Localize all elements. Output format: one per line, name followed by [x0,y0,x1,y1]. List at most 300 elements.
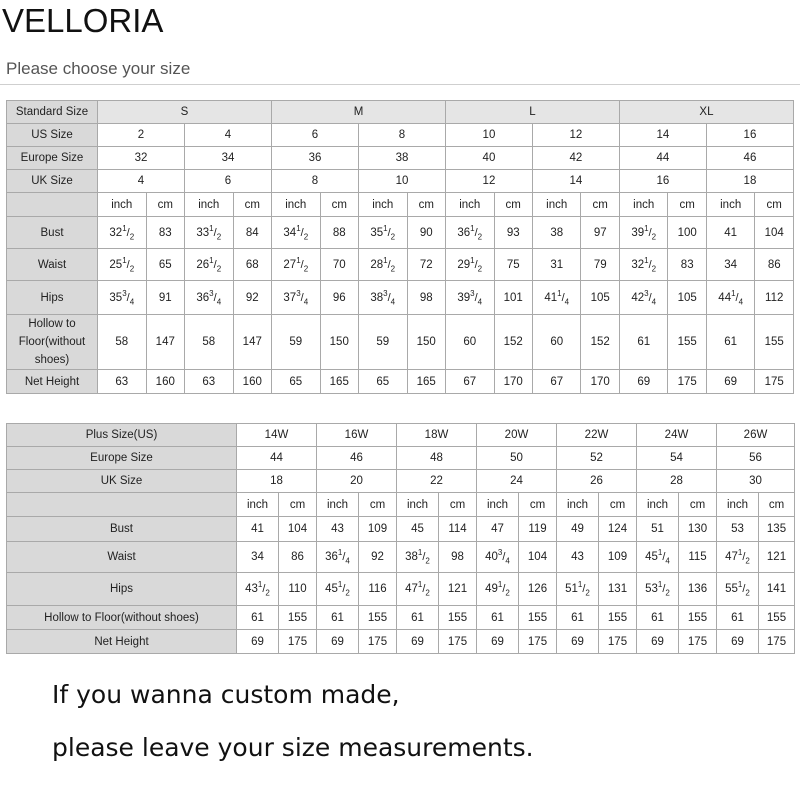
cm-value: 165 [320,370,358,394]
inch-value [557,573,599,606]
inch-value [637,630,679,654]
measurement-row [7,573,795,606]
denominator: 4 [303,296,309,306]
numerator: 3 [296,288,301,298]
numerator: 1 [731,288,736,298]
size-value: 44 [619,147,706,170]
numerator: 1 [337,580,343,590]
cm-value: 90 [407,217,445,249]
inch-value [237,542,279,573]
denominator: 2 [745,556,750,566]
cm-value: 100 [668,217,706,249]
inch-value [532,315,581,370]
inch-fraction [724,227,737,239]
uk-size-row [7,470,795,493]
inch-value [619,281,668,315]
numerator: 3 [644,288,649,298]
fraction-slash: / [648,291,652,304]
cm-value: 121 [759,542,795,573]
whole-number: 35 [109,291,123,304]
row-label: Hollow to Floor(without shoes) [7,606,237,630]
inch-fraction [325,548,350,566]
inch-fraction [718,288,744,306]
inch-value [397,573,439,606]
cm-value: 170 [494,370,532,394]
inch-value [717,630,759,654]
inch-fraction [724,336,737,348]
measurement-row [7,517,795,542]
inch-value [619,370,668,394]
inch-value [706,315,755,370]
denominator: 2 [651,231,657,241]
row-label: Hips [7,573,237,606]
whole-number: 35 [370,226,384,239]
whole-number: 29 [457,258,471,271]
whole-number: 38 [405,551,418,563]
inch-fraction [645,580,670,598]
whole-number: 34 [724,258,738,271]
unit-cm: cm [759,493,795,517]
inch-fraction [251,612,264,624]
row-label: Europe Size [7,447,237,470]
unit-inch: inch [237,493,279,517]
fraction-slash: / [502,583,506,595]
size-value: 34 [184,147,271,170]
numerator: 1 [737,580,743,590]
numerator: 1 [383,223,388,233]
denominator: 4 [665,556,670,566]
whole-number: 67 [463,375,477,388]
denominator: 2 [477,231,483,241]
size-value: 2 [98,124,185,147]
fraction-slash: / [582,583,586,595]
denominator: 4 [477,296,483,306]
cm-value: 150 [320,315,358,370]
size-value: 24 [477,470,557,493]
fraction-slash: / [213,258,217,271]
row-label: Net Height [7,370,98,394]
inch-fraction [289,336,302,348]
inch-value [272,281,321,315]
row-label: UK Size [7,170,98,193]
unit-inch: inch [272,193,321,217]
denominator: 4 [390,296,396,306]
inch-fraction [370,255,396,273]
fraction-slash: / [387,291,391,304]
denominator: 2 [745,588,750,598]
denominator: 4 [651,296,657,306]
numerator: 3 [209,288,214,298]
fraction-slash: / [662,583,666,595]
numerator: 3 [122,288,127,298]
inch-value [237,573,279,606]
inch-fraction [485,580,510,598]
denominator: 2 [665,588,670,598]
inch-value [717,517,759,542]
cm-value: 150 [407,315,445,370]
size-value: 12 [532,124,619,147]
page-subtitle: Please choose your size [6,59,191,78]
cm-value: 109 [359,517,397,542]
fraction-slash: / [648,258,652,271]
whole-number: 32 [109,226,123,239]
custom-made-note: If you wanna custom made, [52,680,400,709]
numerator: 1 [657,548,663,558]
inch-fraction [251,551,264,563]
size-value: 30 [717,470,795,493]
inch-value [445,315,494,370]
measurement-row [7,370,794,394]
size-group-header: M [272,101,446,124]
inch-value [619,315,668,370]
denominator: 2 [216,263,222,273]
unit-cm: cm [439,493,477,517]
fraction-slash: / [342,551,346,563]
cm-value: 170 [581,370,619,394]
unit-inch: inch [317,493,359,517]
denominator: 4 [216,296,222,306]
inch-value [272,370,321,394]
row-label: Waist [7,542,237,573]
cm-value: 97 [581,217,619,249]
cm-value: 112 [755,281,794,315]
cm-value: 91 [146,281,184,315]
whole-number: 69 [331,635,344,648]
whole-number: 69 [651,635,664,648]
whole-number: 47 [725,551,738,563]
inch-fraction [405,580,430,598]
inch-fraction [724,376,737,388]
denominator: 4 [738,296,744,306]
fraction-slash: / [213,291,217,304]
standard-size-table [6,100,794,394]
whole-number: 58 [115,336,129,348]
row-label: Hips [7,281,98,315]
inch-fraction [457,255,483,273]
cm-value: 96 [320,281,358,315]
numerator: 1 [122,223,127,233]
denominator: 2 [505,588,510,598]
cm-value: 114 [439,517,477,542]
fraction-slash: / [387,226,391,239]
whole-number: 49 [571,523,584,535]
fraction-slash: / [422,583,426,595]
inch-fraction [550,259,563,271]
whole-number: 53 [645,583,658,595]
size-value: 4 [98,170,185,193]
inch-fraction [724,259,737,271]
fraction-slash: / [126,226,130,239]
measurement-row [7,542,795,573]
whole-number: 28 [370,258,384,271]
numerator: 1 [470,255,475,265]
numerator: 1 [737,548,743,558]
inch-fraction [637,376,650,388]
row-label: Plus Size(US) [7,424,237,447]
inch-value [317,573,359,606]
whole-number: 61 [571,611,584,624]
inch-fraction [485,548,510,566]
cm-value: 155 [679,606,717,630]
size-value: 14 [619,124,706,147]
numerator: 3 [383,288,388,298]
us-size-row [7,124,794,147]
numerator: 1 [644,223,649,233]
size-value: 10 [445,124,532,147]
size-group-header: 24W [637,424,717,447]
cm-value: 104 [755,217,794,249]
inch-fraction [457,288,483,306]
inch-value [532,217,581,249]
fraction-slash: / [342,583,346,595]
inch-value [557,630,599,654]
numerator: 1 [296,223,301,233]
unit-inch: inch [557,493,599,517]
whole-number: 51 [565,583,578,595]
row-label: Europe Size [7,147,98,170]
whole-number: 61 [491,611,504,624]
whole-number: 59 [376,336,390,348]
unit-inch: inch [358,193,407,217]
whole-number: 47 [405,583,418,595]
europe-size-row [7,447,795,470]
whole-number: 42 [631,291,645,304]
numerator: 3 [470,288,475,298]
whole-number: 61 [251,611,264,624]
row-label-empty [7,193,98,217]
inch-value [445,249,494,281]
inch-value [358,281,407,315]
whole-number: 47 [491,523,504,535]
denominator: 2 [390,231,396,241]
numerator: 1 [470,223,475,233]
cm-value: 92 [359,542,397,573]
fraction-slash: / [561,291,565,304]
inch-fraction [325,580,350,598]
inch-value [358,315,407,370]
inch-fraction [196,255,222,273]
unit-inch: inch [445,193,494,217]
cm-value: 175 [279,630,317,654]
fraction-slash: / [300,258,304,271]
unit-cm: cm [320,193,358,217]
measurement-row [7,630,795,654]
size-value: 10 [358,170,445,193]
whole-number: 69 [411,635,424,648]
inch-fraction [731,636,744,648]
row-label: Net Height [7,630,237,654]
row-label: Bust [7,217,98,249]
fraction-slash: / [742,583,746,595]
fraction-slash: / [474,291,478,304]
cm-value: 65 [146,249,184,281]
whole-number: 69 [571,635,584,648]
cm-value: 84 [233,217,271,249]
size-group-header: 26W [717,424,795,447]
inch-fraction [491,612,504,624]
cm-value: 141 [759,573,795,606]
whole-number: 38 [370,291,384,304]
whole-number: 59 [289,336,303,348]
inch-fraction [411,636,424,648]
inch-fraction [202,376,215,388]
whole-number: 69 [637,375,651,388]
fraction-slash: / [474,226,478,239]
inch-fraction [202,336,215,348]
whole-number: 60 [463,336,477,348]
measurement-row [7,281,794,315]
inch-value [637,542,679,573]
size-value: 14 [532,170,619,193]
whole-number: 41 [251,523,264,535]
inch-value [317,517,359,542]
inch-value [477,606,519,630]
inch-fraction [725,580,750,598]
inch-value [184,217,233,249]
inch-fraction [251,636,264,648]
inch-value [237,630,279,654]
inch-value [717,573,759,606]
size-value: 16 [706,124,793,147]
whole-number: 25 [109,258,123,271]
cm-value: 68 [233,249,271,281]
size-value: 18 [706,170,793,193]
inch-value [272,315,321,370]
inch-value [532,370,581,394]
whole-number: 63 [202,375,216,388]
inch-fraction [283,255,309,273]
inch-fraction [283,288,309,306]
cm-value: 105 [581,281,619,315]
inch-value [317,542,359,573]
cm-value: 104 [519,542,557,573]
inch-fraction [331,612,344,624]
fraction-slash: / [213,226,217,239]
whole-number: 65 [376,375,390,388]
inch-fraction [565,580,590,598]
unit-inch: inch [717,493,759,517]
whole-number: 69 [724,375,738,388]
cm-value: 98 [439,542,477,573]
inch-fraction [115,376,128,388]
row-label: Bust [7,517,237,542]
size-value: 4 [184,124,271,147]
cm-value: 136 [679,573,717,606]
inch-value [445,370,494,394]
inch-fraction [463,376,476,388]
size-value: 56 [717,447,795,470]
whole-number: 69 [491,635,504,648]
inch-value [358,370,407,394]
whole-number: 27 [283,258,297,271]
size-group-header: S [98,101,272,124]
whole-number: 63 [115,375,129,388]
inch-value [184,315,233,370]
inch-value [717,606,759,630]
inch-fraction [731,612,744,624]
inch-fraction [245,580,270,598]
inch-fraction [109,223,135,241]
inch-value [98,281,147,315]
whole-number: 58 [202,336,216,348]
size-group-header: 20W [477,424,557,447]
divider [0,84,800,85]
whole-number: 65 [289,375,303,388]
unit-cm: cm [668,193,706,217]
fraction-slash: / [502,551,506,563]
denominator: 4 [564,296,570,306]
size-value: 46 [706,147,793,170]
cm-value: 72 [407,249,445,281]
inch-value [358,217,407,249]
unit-inch: inch [619,193,668,217]
inch-fraction [731,523,744,535]
size-group-header: 16W [317,424,397,447]
size-value: 46 [317,447,397,470]
inch-fraction [405,548,430,566]
fraction-slash: / [126,258,130,271]
inch-value [272,217,321,249]
inch-fraction [637,336,650,348]
inch-fraction [491,523,504,535]
inch-fraction [115,336,128,348]
inch-value [317,630,359,654]
size-value: 54 [637,447,717,470]
inch-value [619,217,668,249]
inch-fraction [651,612,664,624]
cm-value: 175 [668,370,706,394]
numerator: 1 [122,255,127,265]
unit-inch: inch [98,193,147,217]
size-value: 6 [272,124,359,147]
inch-fraction [550,336,563,348]
whole-number: 40 [485,551,498,563]
whole-number: 39 [631,226,645,239]
cm-value: 175 [679,630,717,654]
denominator: 4 [505,556,510,566]
fraction-slash: / [742,551,746,563]
numerator: 3 [497,548,503,558]
numerator: 1 [209,255,214,265]
unit-cm: cm [279,493,317,517]
whole-number: 34 [283,226,297,239]
units-row [7,493,795,517]
numerator: 1 [257,580,263,590]
inch-value [397,542,439,573]
inch-value [619,249,668,281]
denominator: 2 [303,263,309,273]
size-value: 48 [397,447,477,470]
size-value: 28 [637,470,717,493]
unit-inch: inch [184,193,233,217]
size-group-header: XL [619,101,793,124]
inch-value [477,630,519,654]
unit-cm: cm [359,493,397,517]
whole-number: 36 [325,551,338,563]
size-value: 20 [317,470,397,493]
inch-fraction [109,288,135,306]
inch-fraction [463,336,476,348]
plus-size-table [6,423,795,654]
inch-fraction [651,636,664,648]
cm-value: 116 [359,573,397,606]
header-row [7,101,794,124]
row-label: UK Size [7,470,237,493]
measurement-row [7,217,794,249]
inch-value [532,281,581,315]
inch-fraction [289,376,302,388]
whole-number: 26 [196,258,210,271]
